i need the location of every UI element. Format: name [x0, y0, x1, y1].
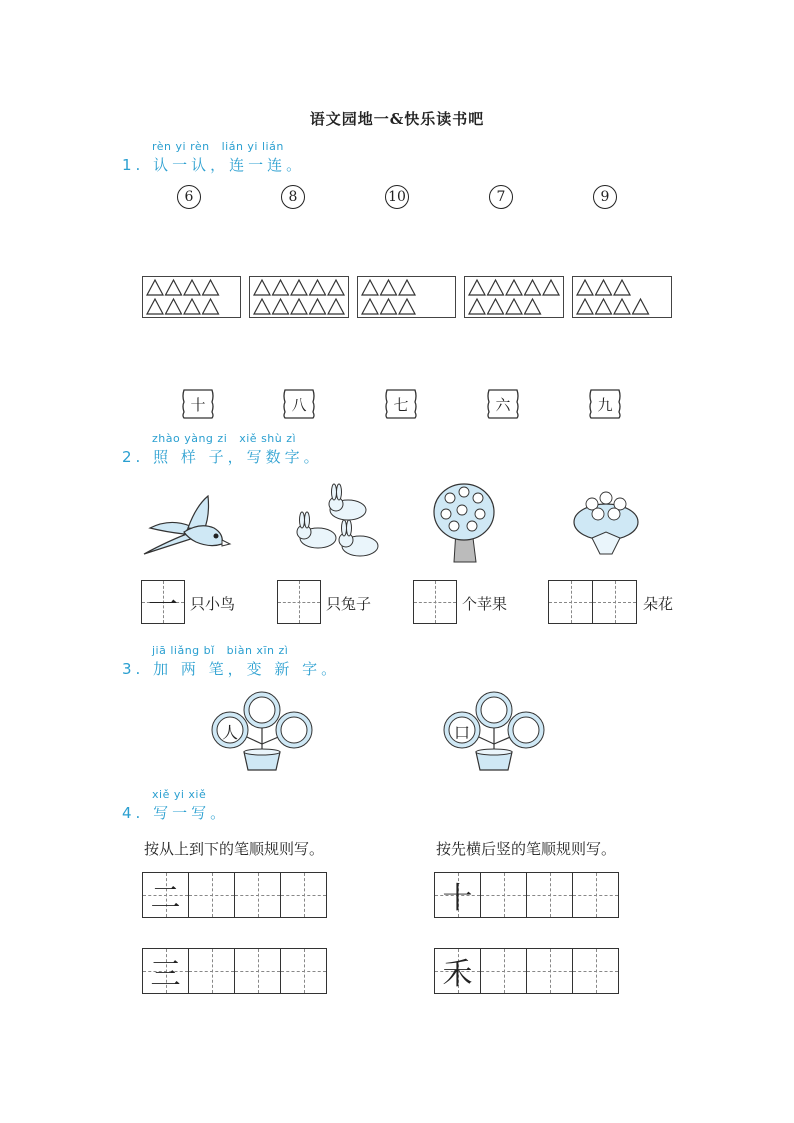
writing-cell[interactable]: 十: [434, 872, 481, 918]
number-circle[interactable]: 6: [177, 185, 201, 209]
triangles-graphic: [250, 277, 348, 317]
triangle-mark: [506, 299, 522, 314]
triangle-mark: [399, 299, 415, 314]
triangle-mark: [184, 299, 200, 314]
triangle-mark: [328, 280, 344, 295]
chinese-number-card[interactable]: 六: [485, 388, 521, 420]
triangle-mark: [381, 280, 397, 295]
triangles-graphic: [143, 277, 240, 317]
triangle-mark: [525, 280, 541, 295]
writing-cell[interactable]: [280, 872, 327, 918]
triangle-box[interactable]: [464, 276, 564, 318]
bird-picture: [140, 492, 235, 562]
page-title: 语文园地一&快乐读书吧: [309, 110, 485, 128]
writing-cell[interactable]: [188, 948, 235, 994]
triangles-graphic: [573, 277, 671, 317]
triangle-mark: [633, 299, 649, 314]
answer-cell[interactable]: [413, 580, 457, 624]
triangle-box[interactable]: [249, 276, 349, 318]
writing-cell[interactable]: [480, 948, 527, 994]
q2-pinyin: zhào yàng zi xiě shù zì: [152, 432, 297, 445]
flower-bouquet-picture: [570, 484, 642, 564]
q4-title: 4. 写一写。: [122, 804, 230, 822]
q2-label-apple: 个苹果: [462, 595, 508, 613]
triangle-mark: [469, 299, 485, 314]
triangle-mark: [469, 280, 485, 295]
triangle-mark: [399, 280, 415, 295]
writing-cell[interactable]: [526, 948, 573, 994]
writing-cell[interactable]: 禾: [434, 948, 481, 994]
q4-pinyin: xiě yi xiě: [152, 788, 207, 801]
triangle-box[interactable]: [572, 276, 672, 318]
chinese-number-card[interactable]: 十: [180, 388, 216, 420]
writing-cell[interactable]: 三: [142, 948, 189, 994]
triangle-mark: [310, 299, 326, 314]
rabbits-picture: [278, 480, 388, 564]
number-circle[interactable]: 10: [385, 185, 409, 209]
triangle-box[interactable]: [357, 276, 456, 318]
triangle-mark: [273, 299, 289, 314]
triangle-mark: [488, 299, 504, 314]
triangles-graphic: [465, 277, 563, 317]
pot-base-char: 口: [453, 723, 470, 742]
triangle-mark: [273, 280, 289, 295]
chinese-number-card[interactable]: 九: [587, 388, 623, 420]
flower-pot-left: [210, 688, 315, 774]
answer-cell[interactable]: 一: [141, 580, 185, 624]
triangle-mark: [596, 299, 612, 314]
q2-label-bird: 只小鸟: [190, 595, 236, 613]
triangle-mark: [614, 280, 630, 295]
triangle-mark: [362, 280, 378, 295]
triangle-mark: [203, 280, 219, 295]
triangles-graphic: [358, 277, 455, 317]
number-circle[interactable]: 8: [281, 185, 305, 209]
triangle-box[interactable]: [142, 276, 241, 318]
writing-cell[interactable]: 二: [142, 872, 189, 918]
triangle-mark: [543, 280, 559, 295]
triangle-mark: [506, 280, 522, 295]
q2-title: 2. 照 样 子，写数字。: [122, 448, 323, 466]
triangle-mark: [254, 299, 270, 314]
q4-right-instruction: 按先横后竖的笔顺规则写。: [436, 840, 617, 858]
triangle-mark: [328, 299, 344, 314]
triangle-mark: [488, 280, 504, 295]
triangle-mark: [525, 299, 541, 314]
answer-cell[interactable]: [277, 580, 321, 624]
pot-base-char: 人: [221, 723, 238, 742]
triangle-mark: [577, 280, 593, 295]
triangle-mark: [291, 299, 307, 314]
triangle-mark: [166, 280, 182, 295]
writing-cell[interactable]: [234, 948, 281, 994]
number-circle[interactable]: 9: [593, 185, 617, 209]
triangle-mark: [254, 280, 270, 295]
writing-cell[interactable]: [280, 948, 327, 994]
answer-cell[interactable]: [592, 580, 637, 624]
q2-label-flower: 朵花: [643, 595, 674, 613]
number-circle[interactable]: 7: [489, 185, 513, 209]
q3-pinyin: jiā liǎng bǐ biàn xīn zì: [152, 644, 289, 657]
triangle-mark: [166, 299, 182, 314]
triangle-mark: [614, 299, 630, 314]
triangle-mark: [381, 299, 397, 314]
writing-cell[interactable]: [572, 872, 619, 918]
writing-cell[interactable]: [234, 872, 281, 918]
writing-cell[interactable]: [526, 872, 573, 918]
chinese-number-card[interactable]: 七: [383, 388, 419, 420]
q4-left-instruction: 按从上到下的笔顺规则写。: [144, 840, 325, 858]
writing-cell[interactable]: [572, 948, 619, 994]
flower-pot-right: [442, 688, 547, 774]
q2-label-rabbit: 只兔子: [326, 595, 372, 613]
q1-title: 1. 认一认，连一连。: [122, 156, 306, 174]
triangle-mark: [596, 280, 612, 295]
writing-cell[interactable]: [480, 872, 527, 918]
triangle-mark: [203, 299, 219, 314]
apple-tree-picture: [432, 480, 496, 564]
triangle-mark: [577, 299, 593, 314]
answer-cell[interactable]: [548, 580, 593, 624]
triangle-mark: [362, 299, 378, 314]
triangle-mark: [147, 299, 163, 314]
triangle-mark: [147, 280, 163, 295]
writing-cell[interactable]: [188, 872, 235, 918]
q3-title: 3. 加 两 笔，变 新 字。: [122, 660, 341, 678]
q1-pinyin: rèn yi rèn lián yi lián: [152, 140, 284, 153]
triangle-mark: [291, 280, 307, 295]
triangle-mark: [184, 280, 200, 295]
triangle-mark: [310, 280, 326, 295]
chinese-number-card[interactable]: 八: [281, 388, 317, 420]
